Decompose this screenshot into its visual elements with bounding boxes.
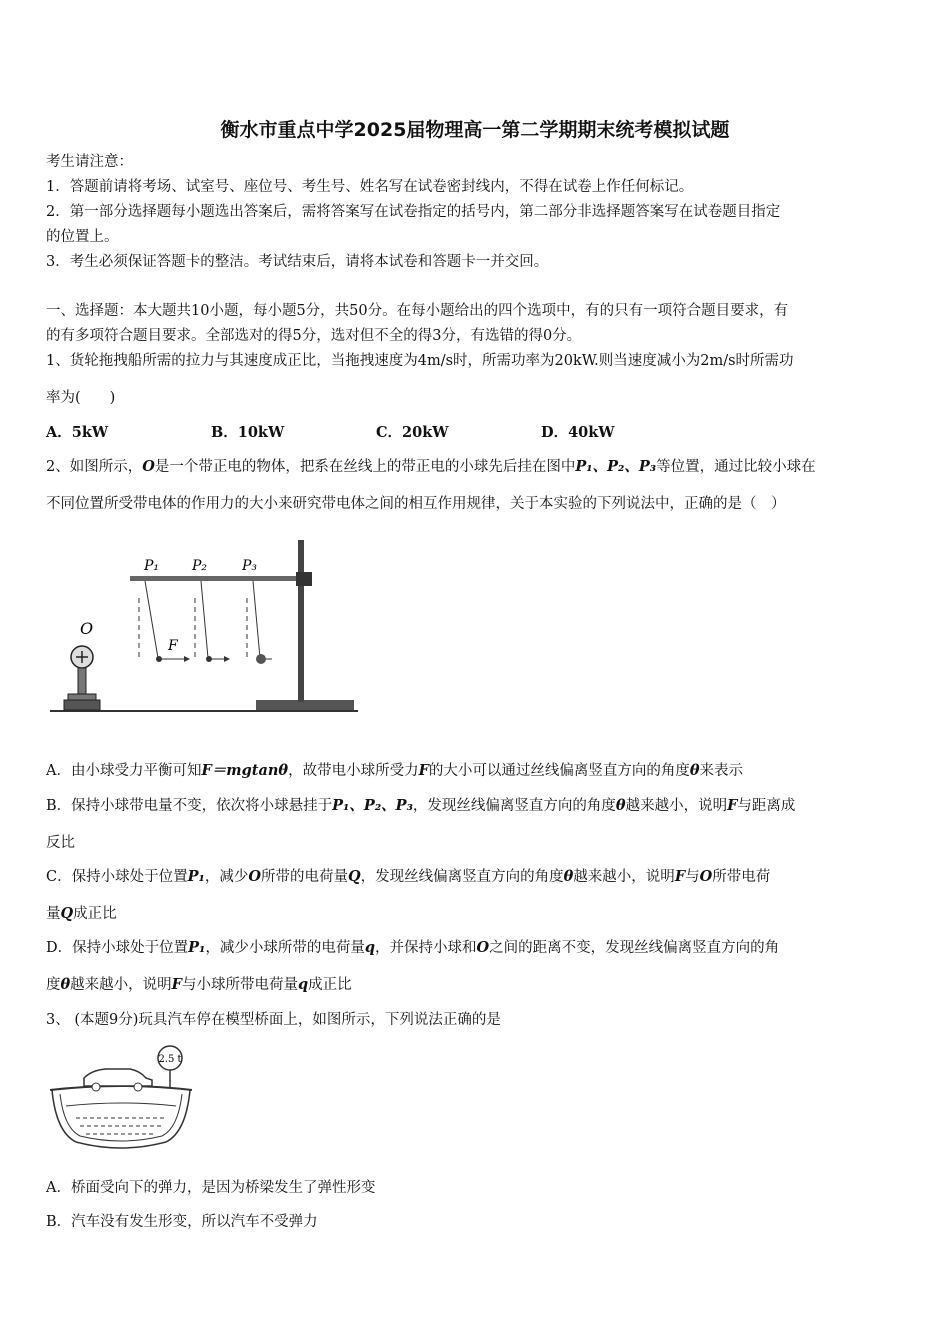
q1-option-d: D．40kW bbox=[541, 424, 615, 441]
q1-option-a: A．5kW bbox=[46, 424, 109, 441]
q1-stem-line1: 1、货轮拖拽船所需的拉力与其速度成正比，当拖拽速度为4m/s时，所需功率为20kW.则当速度减小为2m/s时所需功 bbox=[46, 353, 794, 369]
q2-option-b-cont: 反比 bbox=[46, 835, 75, 851]
q1-options bbox=[46, 423, 906, 443]
fig-label-p1: P₁ bbox=[144, 558, 160, 574]
notice-heading: 考生请注意： bbox=[46, 154, 133, 170]
q3-stem: 3、 (本题9分)玩具汽车停在模型桥面上，如图所示，下列说法正确的是 bbox=[46, 1012, 501, 1028]
q2-stem-line2: 不同位置所受带电体的作用力的大小来研究带电体之间的相互作用规律，关于本实验的下列说法中，正确的是（ ） bbox=[46, 496, 786, 512]
notice-item-1: 1．答题前请将考场、试室号、座位号、考生号、姓名写在试卷密封线内，不得在试卷上作任何标记。 bbox=[46, 179, 694, 195]
fig-label-f: F bbox=[168, 638, 178, 654]
q2-option-a: A．由小球受力平衡可知F＝mgtanθ，故带电小球所受力F的大小可以通过丝线偏离竖直方向的角度θ来表示 bbox=[46, 762, 744, 779]
q1-option-c: C．20kW bbox=[376, 424, 449, 441]
q3-option-b: B．汽车没有发生形变，所以汽车不受弹力 bbox=[46, 1214, 318, 1230]
notice-item-3: 3．考生必须保证答题卡的整洁。考试结束后，请将本试卷和答题卡一并交回。 bbox=[46, 254, 549, 270]
q2-figure bbox=[46, 536, 366, 716]
q2-option-c: C．保持小球处于位置P₁，减少O所带的电荷量Q，发现丝线偏离竖直方向的角度θ越来越小，说明F与O所带电荷 bbox=[46, 868, 771, 885]
section-intro-line1: 一、选择题：本大题共10小题，每小题5分，共50分。在每小题给出的四个选项中，有的只有一项符合题目要求，有 bbox=[46, 303, 789, 319]
fig-label-p3: P₃ bbox=[242, 558, 258, 574]
q1-stem-line2: 率为( ) bbox=[46, 390, 116, 406]
load-limit-sign: 2.5 t bbox=[158, 1054, 182, 1065]
notice-item-2-cont: 的位置上。 bbox=[46, 229, 119, 245]
page-title: 衡水市重点中学2025届物理高一第二学期期末统考模拟试题 bbox=[220, 119, 730, 141]
q3-figure bbox=[46, 1042, 196, 1154]
fig-label-p2: P₂ bbox=[192, 558, 208, 574]
q2-option-c-cont: 量Q成正比 bbox=[46, 905, 117, 922]
q3-option-a: A．桥面受向下的弹力，是因为桥梁发生了弹性形变 bbox=[46, 1180, 376, 1196]
section-intro-line2: 的有多项符合题目要求。全部选对的得5分，选对但不全的得3分，有选错的得0分。 bbox=[46, 328, 582, 344]
notice-item-2: 2．第一部分选择题每小题选出答案后，需将答案写在试卷指定的括号内，第二部分非选择题答案写在试卷题目指定 bbox=[46, 204, 781, 220]
q1-option-b: B．10kW bbox=[211, 424, 285, 441]
fig-label-o: O bbox=[80, 619, 94, 638]
q2-option-b: B．保持小球带电量不变，依次将小球悬挂于P₁、P₂、P₃，发现丝线偏离竖直方向的角度θ越来越小，说明F与距离成 bbox=[46, 797, 796, 814]
q2-option-d: D．保持小球处于位置P₁，减少小球所带的电荷量q，并保持小球和O之间的距离不变，发现丝线偏离竖直方向的角 bbox=[46, 939, 780, 956]
q2-option-d-cont: 度θ越来越小，说明F与小球所带电荷量q成正比 bbox=[46, 976, 352, 993]
q2-stem-line1: 2、如图所示，O是一个带正电的物体，把系在丝线上的带正电的小球先后挂在图中P₁、P₂、P₃等位置，通过比较小球在 bbox=[46, 458, 816, 475]
